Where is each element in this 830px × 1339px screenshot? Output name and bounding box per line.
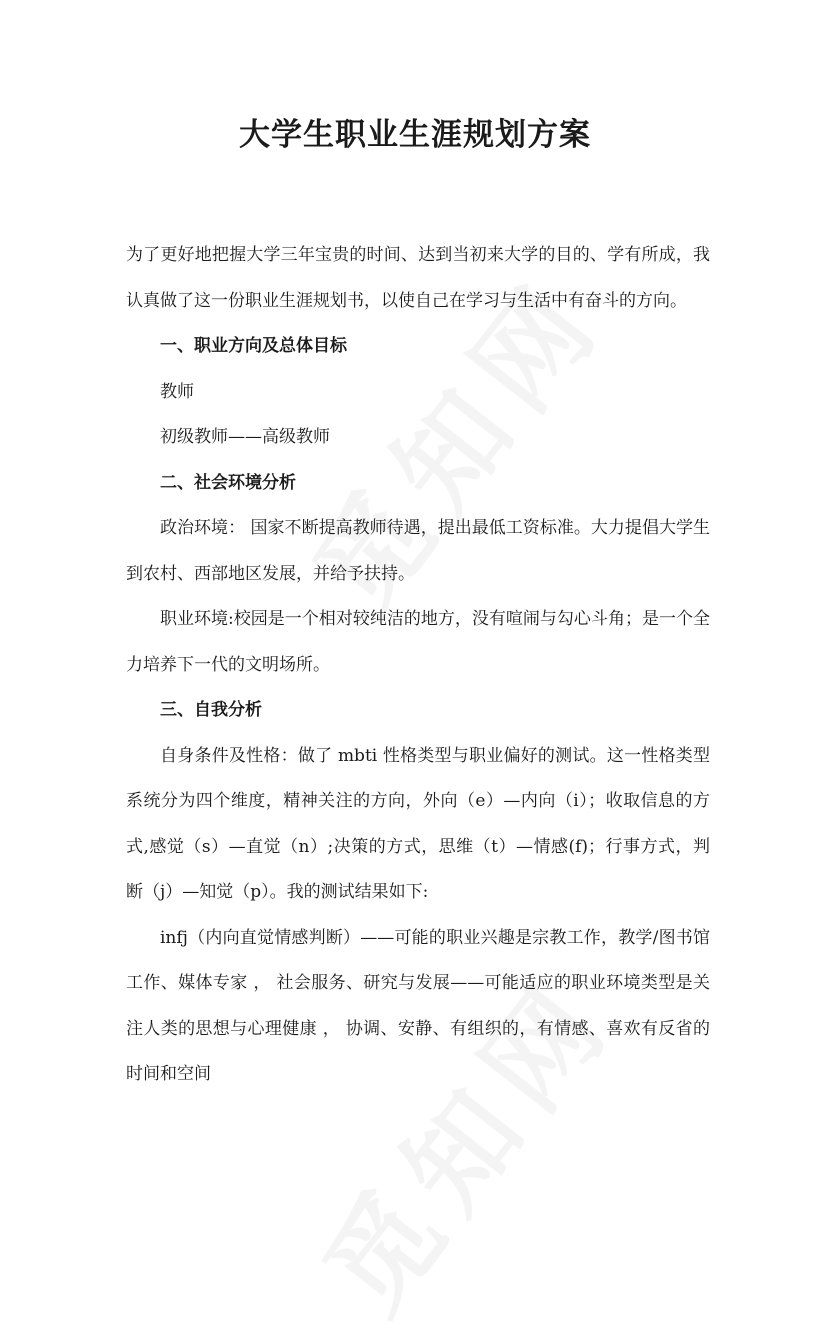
paragraph-self-conditions: 自身条件及性格：做了 mbti 性格类型与职业偏好的测试。这一性格类型系统分为四个维度，精神关注的方向，外向（e）—内向（i）；收取信息的方式,感觉（s）—直觉（n）;决策的方式，思维（t）—情感(f)；行事方式，判断（j）—知觉（p）。我的测试结果如下:	[126, 745, 710, 902]
document-body	[126, 233, 710, 1098]
paragraph-teacher-path: 初级教师——高级教师	[160, 427, 330, 447]
paragraph-intro: 为了更好地把握大学三年宝贵的时间、达到当初来大学的目的、学有所成，我认真做了这一份职业生涯规划书，以使自己在学习与生活中有奋斗的方向。	[126, 245, 710, 311]
paragraph-infj-result: infj（内向直觉情感判断）——可能的职业兴趣是宗教工作，教学/图书馆工作、媒体专家 ， 社会服务、研究与发展——可能适应的职业环境类型是关注人类的思想与心理健康 ， 协调、安静、有组织的，有情感、喜欢有反省的时间和空间	[126, 927, 710, 1084]
section-heading-social-environment: 二、社会环境分析	[160, 472, 296, 493]
paragraph-teacher: 教师	[160, 381, 194, 402]
paragraph-political-environment: 政治环境： 国家不断提高教师待遇，提出最低工资标准。大力提倡大学生到农村、西部地区发展，并给予扶持。	[126, 518, 710, 584]
paragraph-career-environment: 职业环境:校园是一个相对较纯洁的地方，没有喧闹与勾心斗角；是一个全力培养下一代的文明场所。	[126, 609, 710, 675]
section-heading-self-analysis: 三、自我分析	[160, 700, 262, 720]
document-title: 大学生职业生涯规划方案	[239, 117, 591, 153]
section-heading-career-direction: 一、职业方向及总体目标	[160, 336, 347, 356]
